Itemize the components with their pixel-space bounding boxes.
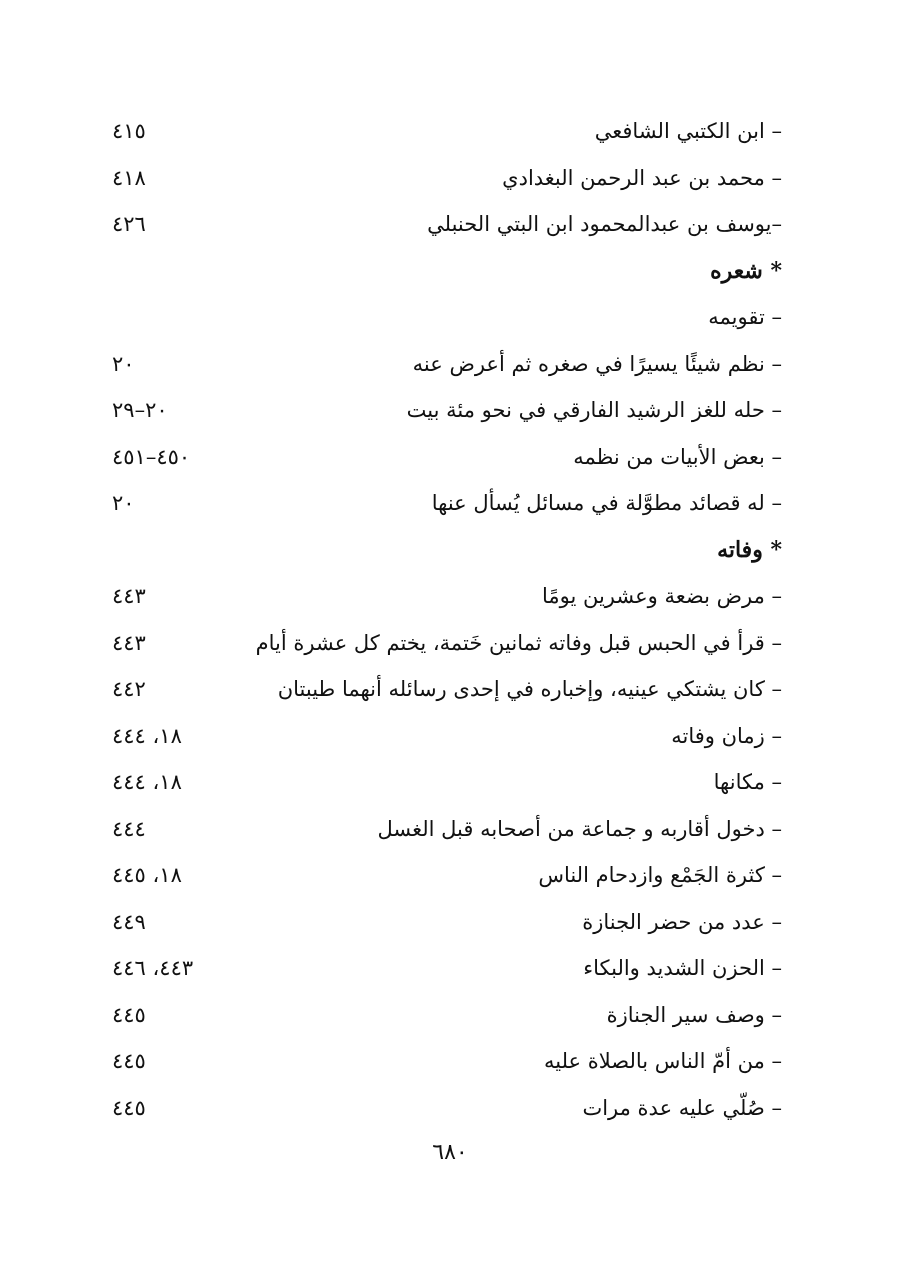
index-entry-row [112, 341, 782, 388]
entry-text: – زمان وفاته [671, 723, 782, 748]
entry-page-numbers: ٤١٨ [112, 165, 146, 190]
entry-text: – عدد من حضر الجنازة [582, 909, 782, 934]
index-entry-row [112, 573, 782, 620]
entry-page-numbers: ٤٢٦ [112, 212, 146, 237]
entry-text: – له قصائد مطوَّلة في مسائل يُسأل عنها [431, 491, 782, 516]
index-entry-row [112, 480, 782, 527]
index-entry-row [112, 434, 782, 481]
entry-page-numbers: ١٨، ٤٤٥ [112, 863, 182, 888]
entry-page-numbers: ٤٤٣، ٤٤٦ [112, 956, 194, 981]
entry-text: – قرأ في الحبس قبل وفاته ثمانين خَتمة، يختم كل عشرة أيام [255, 630, 782, 655]
entry-page-numbers: ٤٤٢ [112, 677, 146, 702]
entry-text: – مكانها [713, 770, 782, 795]
entry-text: – وصف سير الجنازة [606, 1002, 782, 1027]
index-entry-row [112, 992, 782, 1039]
entry-page-numbers: ٤٤٩ [112, 909, 146, 934]
entry-text: – ابن الكتبي الشافعي [594, 119, 782, 144]
entry-text: – من أمّ الناس بالصلاة عليه [543, 1049, 782, 1074]
entry-page-numbers: ٢٠ [112, 351, 135, 376]
entry-page-numbers: ١٨، ٤٤٤ [112, 723, 182, 748]
index-entry-row [112, 899, 782, 946]
entry-page-numbers: ٤٤٣ [112, 584, 146, 609]
entry-text: – كثرة الجَمْع وازدحام الناس [538, 863, 782, 888]
entry-page-numbers: ٢٠–٢٩ [112, 398, 168, 423]
entry-page-numbers: ٤٥٠–٤٥١ [112, 444, 191, 469]
section-heading-row [112, 527, 782, 574]
index-entry-row [112, 201, 782, 248]
index-entry-row [112, 620, 782, 667]
entry-page-numbers: ٤٤٥ [112, 1095, 146, 1120]
entry-page-numbers: ١٨، ٤٤٤ [112, 770, 182, 795]
entry-page-numbers: ٤٤٥ [112, 1049, 146, 1074]
index-entry-row [112, 666, 782, 713]
entry-page-numbers: ٢٠ [112, 491, 135, 516]
entry-text: – نظم شيئًا يسيرًا في صغره ثم أعرض عنه [412, 351, 782, 376]
index-entry-row [112, 713, 782, 760]
entry-text: – الحزن الشديد والبكاء [583, 956, 782, 981]
index-entry-row [112, 759, 782, 806]
entry-text: – بعض الأبيات من نظمه [573, 444, 782, 469]
section-heading-row [112, 248, 782, 295]
section-heading: * شعره [710, 257, 782, 284]
index-entry-row [112, 1085, 782, 1132]
entry-text: – صُلّي عليه عدة مرات [582, 1095, 782, 1120]
entry-text: – مرض بضعة وعشرين يومًا [541, 584, 782, 609]
index-entry-row [112, 852, 782, 899]
index-entry-row [112, 155, 782, 202]
entry-page-numbers: ٤١٥ [112, 119, 146, 144]
entry-page-numbers: ٤٤٥ [112, 1002, 146, 1027]
entry-text: – حله للغز الرشيد الفارقي في نحو مئة بيت [406, 398, 782, 423]
index-entry-row [112, 806, 782, 853]
entry-text: – محمد بن عبد الرحمن البغدادي [502, 165, 782, 190]
index-entries-list [112, 108, 782, 1131]
section-heading: * وفاته [717, 536, 782, 563]
entry-text: –يوسف بن عبدالمحمود ابن البتي الحنبلي [427, 212, 782, 237]
index-entry-row [112, 108, 782, 155]
index-entry-row [112, 387, 782, 434]
entry-text: – كان يشتكي عينيه، وإخباره في إحدى رسائله أنهما طيبتان [277, 677, 782, 702]
entry-text: – تقويمه [708, 305, 782, 330]
index-entry-row [112, 294, 782, 341]
entry-page-numbers: ٤٤٤ [112, 816, 146, 841]
entry-page-numbers: ٤٤٣ [112, 630, 146, 655]
index-entry-row [112, 945, 782, 992]
index-entry-row [112, 1038, 782, 1085]
entry-text: – دخول أقاربه و جماعة من أصحابه قبل الغسل [377, 816, 782, 841]
page-number: ٦٨٠ [432, 1140, 468, 1165]
